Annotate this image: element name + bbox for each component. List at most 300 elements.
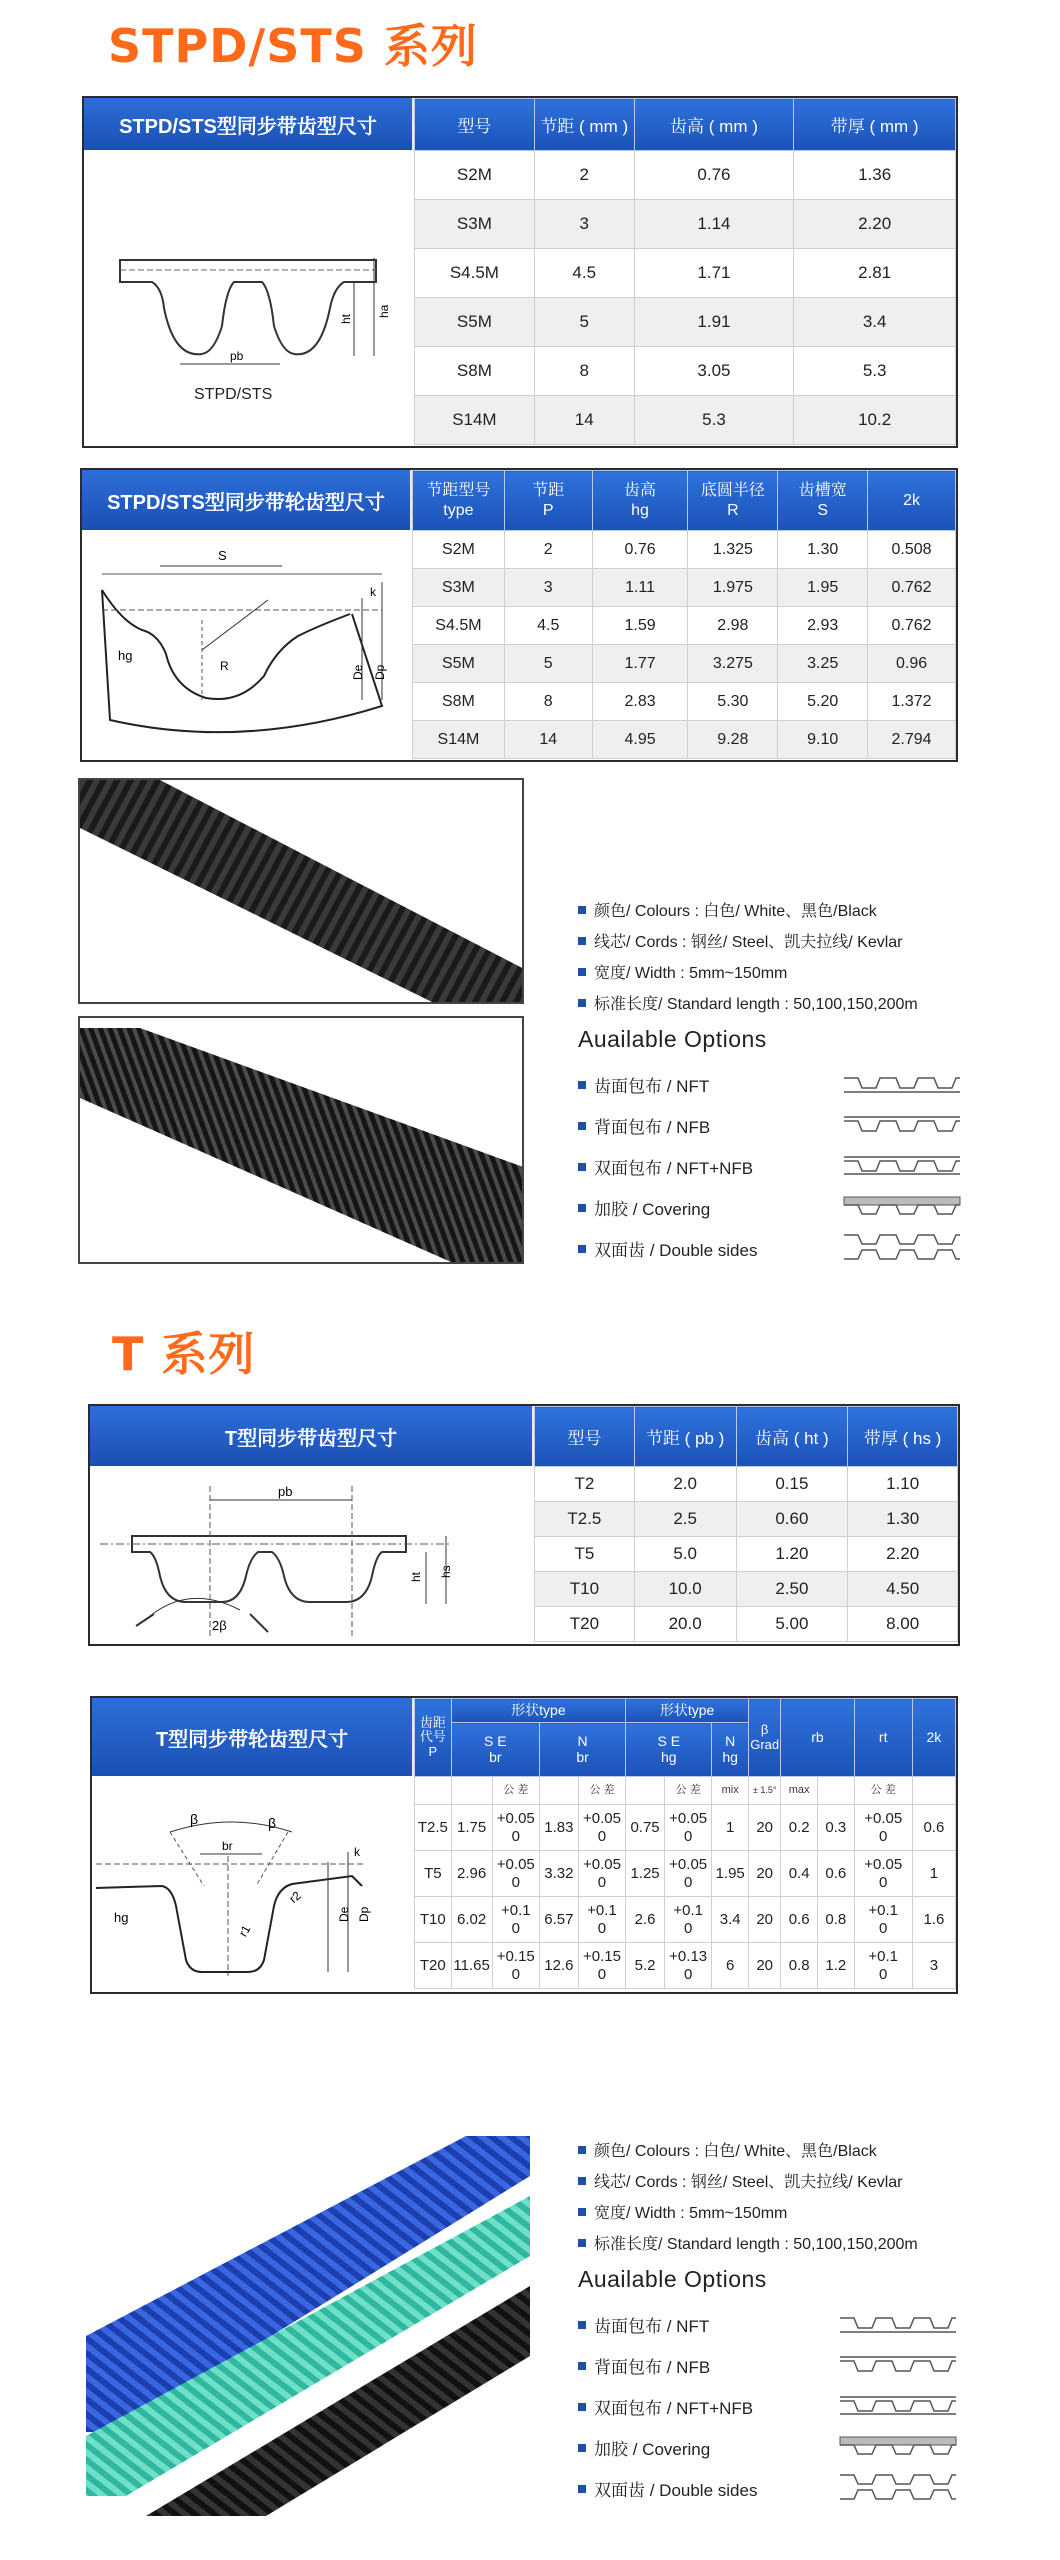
table-cell: 0.8 — [817, 1897, 854, 1943]
col-header-cn: 节距型号 — [426, 482, 491, 500]
table-cell: 5.3 — [634, 396, 794, 445]
table-cell — [539, 1777, 578, 1805]
table-cell: +0.05 0 — [578, 1805, 625, 1851]
table-cell: 1.75 — [451, 1805, 492, 1851]
spec-item — [578, 2196, 918, 2227]
table-cell: 3 — [912, 1943, 955, 1989]
table-cell — [912, 1777, 955, 1805]
spec-text: 宽度/ Width : 5mm~150mm — [594, 965, 788, 982]
table-cell: +0.1 0 — [854, 1943, 912, 1989]
table4-title: T型同步带轮齿型尺寸 — [92, 1698, 414, 1776]
table-cell: T2 — [535, 1467, 635, 1502]
t-pulley-diagram — [92, 1776, 414, 1992]
table-cell: T20 — [415, 1943, 452, 1989]
stpd-belt-table — [414, 98, 956, 445]
table2-title: STPD/STS型同步带轮齿型尺寸 — [82, 470, 412, 530]
table-cell: 4.95 — [592, 721, 688, 759]
belt-image-black-2 — [80, 1018, 524, 1264]
table-cell: 0.6 — [912, 1805, 955, 1851]
table-cell: 0.4 — [781, 1851, 818, 1897]
table-cell: 5 — [504, 645, 592, 683]
option-item — [578, 2304, 978, 2345]
table-cell: 14 — [534, 396, 634, 445]
option-text: 加胶 / Covering — [594, 1200, 711, 1219]
br-label: br — [222, 1839, 233, 1853]
nft-profile-icon — [842, 1072, 962, 1094]
table-cell: 1.59 — [592, 607, 688, 645]
table-cell: 1.77 — [592, 645, 688, 683]
black-belt-photo-2 — [78, 1016, 524, 1264]
table-cell: 20 — [749, 1943, 781, 1989]
bullet-icon — [578, 1122, 586, 1130]
option-text: 加胶 / Covering — [594, 2440, 711, 2459]
col-header-n-hg: N hg — [712, 1723, 749, 1777]
bullet-icon — [578, 937, 586, 945]
stpd-belt-diagram — [84, 150, 414, 446]
tolerance-label: 公 差 — [492, 1777, 539, 1805]
table-cell: +0.05 0 — [854, 1805, 912, 1851]
bullet-icon — [578, 968, 586, 976]
col-header: 带厚 ( hs ) — [848, 1407, 958, 1467]
table-cell: 20 — [749, 1851, 781, 1897]
spec-item — [578, 2227, 918, 2258]
section-title-stpd: STPD/STS 系列 — [108, 19, 478, 73]
ht-label: ht — [409, 1571, 423, 1582]
table-cell: 9.10 — [778, 721, 868, 759]
table-cell: 2.20 — [794, 200, 956, 249]
table1-title: STPD/STS型同步带齿型尺寸 — [84, 98, 414, 150]
col-header-pitch: 齿距 代号 P — [415, 1699, 452, 1777]
bullet-icon — [578, 2321, 586, 2329]
stpd-pulley-tooth-block — [80, 468, 958, 762]
col-header-cn: 齿槽宽 — [798, 482, 847, 500]
col-header: 齿高 ( mm ) — [634, 99, 794, 151]
option-item — [578, 2427, 978, 2468]
table-cell: 2.98 — [688, 607, 778, 645]
col-header — [592, 471, 688, 531]
table-cell: +0.05 0 — [492, 1851, 539, 1897]
table-cell: 2.5 — [634, 1502, 736, 1537]
table-cell: 8 — [534, 347, 634, 396]
spec-item — [578, 2134, 918, 2165]
option-text: 齿面包布 / NFT — [594, 1077, 710, 1096]
col-header-cn: 齿高 — [624, 482, 657, 500]
option-text: 双面包布 / NFT+NFB — [594, 1159, 754, 1178]
col-header — [504, 471, 592, 531]
col-header-group2: 形状type — [626, 1699, 749, 1723]
option-item — [578, 1228, 978, 1269]
bullet-icon — [578, 2485, 586, 2493]
table-cell: 1.83 — [539, 1805, 578, 1851]
bullet-icon — [578, 2177, 586, 2185]
table-cell: 0.76 — [634, 151, 794, 200]
r-label: R — [220, 659, 229, 673]
r1-label: r1 — [235, 1922, 254, 1939]
table-cell: 3.05 — [634, 347, 794, 396]
spec-text: 颜色/ Colours : 白色/ White、黑色/Black — [594, 2143, 877, 2160]
option-text: 齿面包布 / NFT — [594, 2317, 710, 2336]
table-cell: T2.5 — [415, 1805, 452, 1851]
table-cell: 5.0 — [634, 1537, 736, 1572]
col-header: 型号 — [415, 99, 535, 151]
spec-item — [578, 987, 918, 1018]
option-text: 背面包布 / NFB — [594, 1118, 711, 1137]
hg-label: hg — [114, 1910, 129, 1925]
col-header-rt: rt — [854, 1699, 912, 1777]
table-cell: S2M — [413, 531, 505, 569]
table-cell: +0.1 0 — [492, 1897, 539, 1943]
bullet-icon — [578, 906, 586, 914]
table-cell: 2.6 — [626, 1897, 665, 1943]
option-item — [578, 1064, 978, 1105]
table-cell: 3.32 — [539, 1851, 578, 1897]
table-cell — [451, 1777, 492, 1805]
table-cell: 0.96 — [868, 645, 956, 683]
table-cell: T20 — [535, 1607, 635, 1642]
beta-left-label: β — [190, 1811, 199, 1827]
k-label: k — [354, 1845, 360, 1859]
col-header: 节距 ( mm ) — [534, 99, 634, 151]
r2-label: r2 — [286, 1888, 304, 1906]
table-cell: T5 — [535, 1537, 635, 1572]
spec-item — [578, 894, 918, 925]
mix-label: mix — [712, 1777, 749, 1805]
col-header-se-br: S E br — [451, 1723, 539, 1777]
nfb-profile-icon — [842, 1113, 962, 1135]
table-cell: 10.0 — [634, 1572, 736, 1607]
spec-text: 线芯/ Cords : 钢丝/ Steel、凯夫拉线/ Kevlar — [594, 2174, 903, 2191]
table-cell: 1.325 — [688, 531, 778, 569]
col-header-n-br: N br — [539, 1723, 625, 1777]
table-cell: 2.0 — [634, 1467, 736, 1502]
table-cell: T5 — [415, 1851, 452, 1897]
table-cell: 3 — [504, 569, 592, 607]
table-cell: 1.30 — [848, 1502, 958, 1537]
table-cell: S5M — [415, 298, 535, 347]
table-cell: 1.95 — [712, 1851, 749, 1897]
table-cell: +0.15 0 — [492, 1943, 539, 1989]
col-header: 节距 ( pb ) — [634, 1407, 736, 1467]
table-cell: T10 — [415, 1897, 452, 1943]
table-cell: 3.4 — [794, 298, 956, 347]
table-cell: 20.0 — [634, 1607, 736, 1642]
table-cell: 1.6 — [912, 1897, 955, 1943]
belt-image-black-1 — [80, 780, 524, 1004]
covering-profile-icon — [842, 1195, 962, 1217]
table-cell: S2M — [415, 151, 535, 200]
table-cell: 1.20 — [736, 1537, 848, 1572]
section-title-t: T 系列 — [112, 1327, 256, 1381]
table-cell: 2.96 — [451, 1851, 492, 1897]
de-label: De — [351, 664, 365, 680]
col-header — [413, 471, 505, 531]
table-cell: 14 — [504, 721, 592, 759]
table-cell: 3.275 — [688, 645, 778, 683]
col-header-cn: 节距 — [532, 482, 565, 500]
options-title-2: Auailable Options — [578, 2266, 767, 2292]
table-cell: T10 — [535, 1572, 635, 1607]
bullet-icon — [578, 2208, 586, 2216]
col-header — [688, 471, 778, 531]
spec-text: 标准长度/ Standard length : 50,100,150,200m — [594, 996, 918, 1013]
table-cell: 1.10 — [848, 1467, 958, 1502]
table-cell: +0.13 0 — [664, 1943, 711, 1989]
col-header-cn: 底圆半径 — [700, 482, 765, 500]
spec-text: 宽度/ Width : 5mm~150mm — [594, 2205, 788, 2222]
stpd-pulley-diagram — [82, 530, 412, 760]
table-cell: 1 — [912, 1851, 955, 1897]
table-cell: +0.05 0 — [578, 1851, 625, 1897]
bullet-icon — [578, 2146, 586, 2154]
table-cell: 1.975 — [688, 569, 778, 607]
options-list-2 — [578, 2304, 978, 2509]
hs-label: hs — [439, 1565, 453, 1578]
table-cell: 3.25 — [778, 645, 868, 683]
option-text: 背面包布 / NFB — [594, 2358, 711, 2377]
table-cell: 2.794 — [868, 721, 956, 759]
nft-nfb-profile-icon — [838, 2394, 958, 2416]
table-cell: 5.3 — [794, 347, 956, 396]
pb-label: pb — [230, 349, 244, 363]
s-label: S — [218, 548, 227, 563]
de-label: De — [337, 1906, 351, 1922]
spec-text: 标准长度/ Standard length : 50,100,150,200m — [594, 2236, 918, 2253]
nft-profile-icon — [838, 2312, 958, 2334]
spec-item — [578, 925, 918, 956]
col-header — [778, 471, 868, 531]
table-cell: 4.5 — [504, 607, 592, 645]
spec-text: 线芯/ Cords : 钢丝/ Steel、凯夫拉线/ Kevlar — [594, 934, 903, 951]
double-sides-profile-icon — [838, 2472, 958, 2502]
bullet-icon — [578, 1081, 586, 1089]
table-cell: 6 — [712, 1943, 749, 1989]
table-cell: 0.508 — [868, 531, 956, 569]
table-cell: 20 — [749, 1805, 781, 1851]
table-cell: 10.2 — [794, 396, 956, 445]
col-header-en: P — [542, 501, 554, 519]
table-cell: +0.05 0 — [664, 1851, 711, 1897]
table-cell: S3M — [413, 569, 505, 607]
table-cell: 0.15 — [736, 1467, 848, 1502]
table-cell: S8M — [413, 683, 505, 721]
table-cell: +0.1 0 — [664, 1897, 711, 1943]
beta-right-label: β — [268, 1815, 277, 1831]
table-cell: 2.83 — [592, 683, 688, 721]
table-cell: 1.372 — [868, 683, 956, 721]
table-cell: 0.75 — [626, 1805, 665, 1851]
k-label: k — [370, 585, 376, 599]
stpd-belt-tooth-block — [82, 96, 958, 448]
table-cell: 0.3 — [817, 1805, 854, 1851]
nft-nfb-profile-icon — [842, 1154, 962, 1176]
table-cell: 2.50 — [736, 1572, 848, 1607]
table-cell: 5.30 — [688, 683, 778, 721]
dp-label: Dp — [373, 664, 387, 680]
table-cell: +0.05 0 — [854, 1851, 912, 1897]
stpd-pulley-table — [412, 470, 956, 759]
col-header: 齿高 ( ht ) — [736, 1407, 848, 1467]
ha-label: ha — [377, 304, 391, 318]
belt-image-colored — [86, 2136, 530, 2516]
table3-title: T型同步带齿型尺寸 — [90, 1406, 534, 1466]
spec-item — [578, 2165, 918, 2196]
table-cell: 2 — [534, 151, 634, 200]
bullet-icon — [578, 1163, 586, 1171]
nfb-profile-icon — [838, 2353, 958, 2375]
black-belt-photo-1 — [78, 778, 524, 1004]
table-cell: +0.1 0 — [578, 1897, 625, 1943]
table-cell: 2.93 — [778, 607, 868, 645]
col-header-en: S — [817, 501, 829, 519]
col-header: 带厚 ( mm ) — [794, 99, 956, 151]
table-cell: 0.6 — [817, 1851, 854, 1897]
table-cell: 20 — [749, 1897, 781, 1943]
spec-text: 颜色/ Colours : 白色/ White、黑色/Black — [594, 903, 877, 920]
spec-item — [578, 956, 918, 987]
table-cell: S4.5M — [413, 607, 505, 645]
table-cell: +0.15 0 — [578, 1943, 625, 1989]
table-cell: S8M — [415, 347, 535, 396]
table-cell: 1.2 — [817, 1943, 854, 1989]
table-cell: 5.20 — [778, 683, 868, 721]
table-cell: +0.05 0 — [492, 1805, 539, 1851]
table-cell: 1 — [712, 1805, 749, 1851]
table-cell — [415, 1777, 452, 1805]
covering-profile-icon — [838, 2435, 958, 2457]
col-header-en: R — [727, 501, 739, 519]
table-cell: 0.762 — [868, 569, 956, 607]
option-item — [578, 1146, 978, 1187]
angle-label: 2β — [212, 1618, 227, 1633]
col-header-2k: 2k — [912, 1699, 955, 1777]
bullet-icon — [578, 1245, 586, 1253]
table-cell: 6.02 — [451, 1897, 492, 1943]
bullet-icon — [578, 2239, 586, 2247]
max-label: max — [781, 1777, 818, 1805]
table-cell: 1.14 — [634, 200, 794, 249]
col-header: 型号 — [535, 1407, 635, 1467]
table-cell: S14M — [413, 721, 505, 759]
col-header-beta: β Grad — [749, 1699, 781, 1777]
table-cell: 1.36 — [794, 151, 956, 200]
table-cell: 0.762 — [868, 607, 956, 645]
table-cell — [626, 1777, 665, 1805]
table-cell: 2 — [504, 531, 592, 569]
specs-list-2 — [578, 2134, 918, 2258]
dp-label: Dp — [357, 1906, 371, 1922]
col-header-rb: rb — [781, 1699, 854, 1777]
t-pulley-tooth-block — [90, 1696, 958, 1994]
col-header: 2k — [868, 471, 956, 531]
table-cell: 11.65 — [451, 1943, 492, 1989]
table-cell: 0.2 — [781, 1805, 818, 1851]
hg-label: hg — [118, 648, 133, 663]
table-cell: 4.5 — [534, 249, 634, 298]
table-cell: 1.30 — [778, 531, 868, 569]
pb-label: pb — [278, 1484, 293, 1499]
pm-label: ± 1.5° — [749, 1777, 781, 1805]
colored-belts-photo — [86, 2136, 530, 2516]
table-cell: 5.00 — [736, 1607, 848, 1642]
col-header-en: type — [443, 501, 474, 519]
table-cell: 1.91 — [634, 298, 794, 347]
specs-list-1 — [578, 894, 918, 1018]
tolerance-label: 公 差 — [578, 1777, 625, 1805]
table-cell: 8 — [504, 683, 592, 721]
col-header-se-hg: S E hg — [626, 1723, 712, 1777]
option-text: 双面齿 / Double sides — [594, 1241, 758, 1260]
table-cell: 0.8 — [781, 1943, 818, 1989]
table-cell — [817, 1777, 854, 1805]
table-cell: 2.20 — [848, 1537, 958, 1572]
table-cell: 1.25 — [626, 1851, 665, 1897]
table-cell: 4.50 — [848, 1572, 958, 1607]
table-cell: S3M — [415, 200, 535, 249]
table-cell: 1.95 — [778, 569, 868, 607]
table-cell: S4.5M — [415, 249, 535, 298]
pulley-profile-drawing — [82, 530, 412, 760]
table-cell: 0.60 — [736, 1502, 848, 1537]
bullet-icon — [578, 2444, 586, 2452]
option-text: 双面齿 / Double sides — [594, 2481, 758, 2500]
table-cell: +0.1 0 — [854, 1897, 912, 1943]
option-item — [578, 1187, 978, 1228]
table-cell: 1.71 — [634, 249, 794, 298]
option-text: 双面包布 / NFT+NFB — [594, 2399, 754, 2418]
table-cell: 2.81 — [794, 249, 956, 298]
t-belt-diagram — [90, 1466, 534, 1644]
bullet-icon — [578, 1204, 586, 1212]
table-cell: 3 — [534, 200, 634, 249]
table-cell: 6.57 — [539, 1897, 578, 1943]
t-belt-profile-drawing — [90, 1466, 534, 1644]
col-header-en: hg — [631, 501, 649, 519]
table-cell: 8.00 — [848, 1607, 958, 1642]
option-item — [578, 2386, 978, 2427]
options-list-1 — [578, 1064, 978, 1269]
table-cell: S14M — [415, 396, 535, 445]
tolerance-label: 公 差 — [664, 1777, 711, 1805]
table-cell: S5M — [413, 645, 505, 683]
options-title-1: Auailable Options — [578, 1026, 767, 1052]
table-cell: 12.6 — [539, 1943, 578, 1989]
diagram-caption: STPD/STS — [194, 386, 273, 403]
option-item — [578, 2468, 978, 2509]
table-cell: 0.76 — [592, 531, 688, 569]
table-cell: 5.2 — [626, 1943, 665, 1989]
table-cell: T2.5 — [535, 1502, 635, 1537]
t-pulley-table — [414, 1698, 956, 1989]
table-cell: 5 — [534, 298, 634, 347]
double-sides-profile-icon — [842, 1232, 962, 1262]
t-pulley-profile-drawing — [92, 1776, 414, 1992]
bullet-icon — [578, 2403, 586, 2411]
table-cell: 9.28 — [688, 721, 778, 759]
table-cell: 3.4 — [712, 1897, 749, 1943]
table-cell: 1.11 — [592, 569, 688, 607]
option-item — [578, 1105, 978, 1146]
tolerance-label: 公 差 — [854, 1777, 912, 1805]
t-belt-tooth-block — [88, 1404, 960, 1646]
col-header-group1: 形状type — [451, 1699, 626, 1723]
table-cell: 0.6 — [781, 1897, 818, 1943]
t-belt-table — [534, 1406, 958, 1642]
bullet-icon — [578, 999, 586, 1007]
ht-label: ht — [339, 313, 353, 324]
bullet-icon — [578, 2362, 586, 2370]
option-item — [578, 2345, 978, 2386]
table-cell: +0.05 0 — [664, 1805, 711, 1851]
